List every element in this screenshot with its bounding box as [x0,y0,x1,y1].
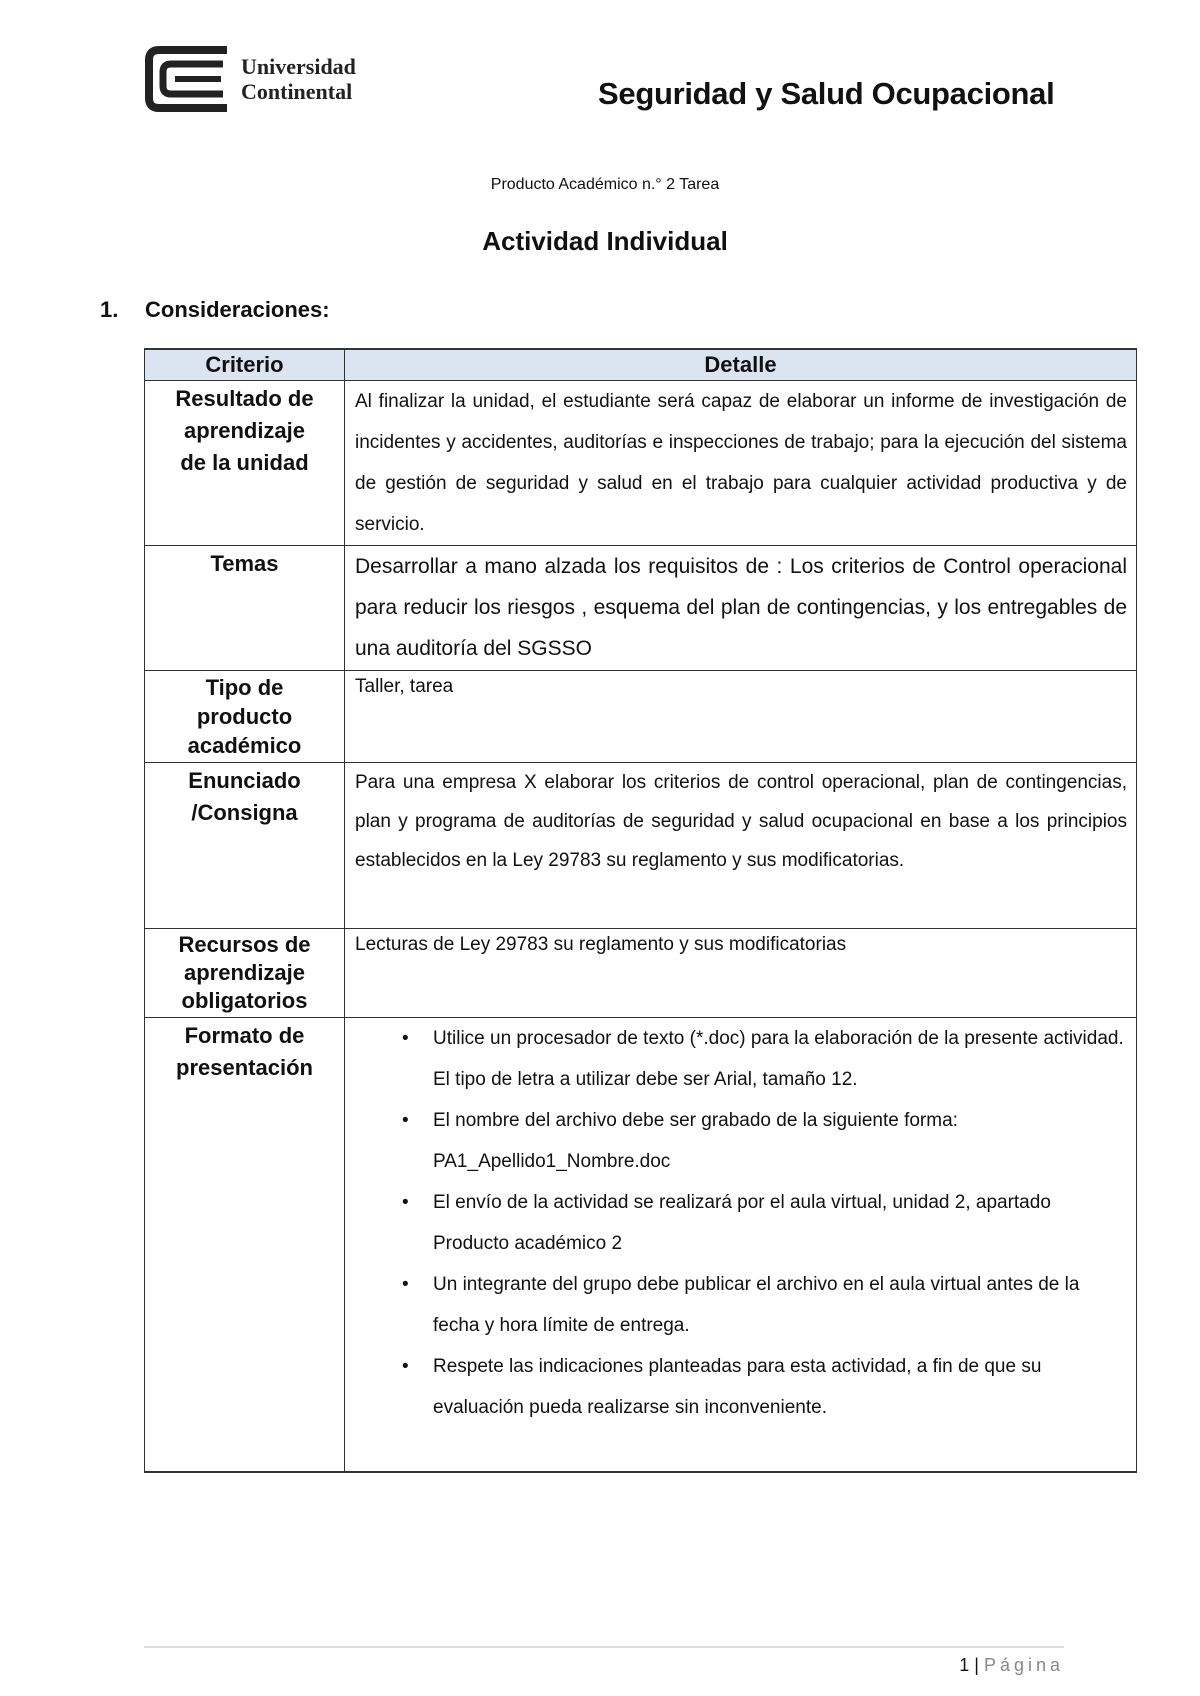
bullet-icon: • [402,1192,409,1213]
heading: Actividad Individual [482,226,728,256]
criterio-line: obligatorios [181,988,308,1013]
logo-line2: Continental [241,79,353,104]
considerations-table [144,348,1137,1473]
list-item [402,1182,1127,1264]
criterio-line: académico [187,733,302,758]
bullet-icon: • [402,1110,409,1131]
footer-separator: | [974,1655,979,1675]
criterio-cell [145,763,345,929]
bullet-icon: • [402,1028,409,1049]
criterio-line: aprendizaje [183,418,306,443]
detalle-cell: Para una empresa X elaborar los criterios de control operacional, plan de contingencias, plan y programa de auditorías de seguridad y salud ocupacional en base a los principios establecidos en la Ley 29783 su reglamento y sus modificatorias. [345,763,1137,929]
page-label: Página [983,1655,1064,1675]
list-item-text: El envío de la actividad se realizará por el aula virtual, unidad 2, apartado Producto académico 2 [433,1192,1051,1254]
logo-line1: Universidad [241,54,356,79]
table-header-row [145,349,1137,381]
criterio-line: Recursos de [178,932,311,957]
detalle-cell [345,1018,1137,1472]
list-item [402,1018,1127,1100]
criterio-line: Temas [210,551,279,576]
criterio-line: Resultado de [175,386,314,411]
criterio-cell [145,546,345,671]
detalle-cell: Al finalizar la unidad, el estudiante será capaz de elaborar un informe de investigación de incidentes y accidentes, auditorías e inspecciones de trabajo; para la ejecución del sistema de gestión de seguridad y salud en el trabajo para cualquier actividad productiva y de servicio. [345,381,1137,546]
detalle-cell: Desarrollar a mano alzada los requisitos de : Los criterios de Control operacional para reducir los riesgos , esquema del plan de contingencias, y los entregables de una auditoría del SGSSO [345,546,1137,671]
criterio-line: Formato de [184,1023,305,1048]
header-detalle: Detalle [345,349,1137,381]
criterio-cell [145,381,345,546]
table-row [145,763,1137,929]
criterio-line: Enunciado [188,768,301,793]
criterio-line: de la unidad [180,450,309,475]
criterio-cell [145,929,345,1018]
university-logo-icon [145,46,227,112]
criterio-line: presentación [176,1055,313,1080]
criterio-cell [145,671,345,763]
detalle-cell: Taller, tarea [345,671,1137,763]
header-criterio: Criterio [145,349,345,381]
format-bullet-list [355,1018,1127,1428]
section-title: Consideraciones: [145,297,330,322]
page-number: 1 [959,1655,970,1675]
list-item [402,1346,1127,1428]
table-row [145,546,1137,671]
section-number: 1. [100,297,119,322]
document-title: Seguridad y Salud Ocupacional [598,76,1055,111]
list-item [402,1100,1127,1182]
criterio-line: aprendizaje [183,960,306,985]
table-row [145,671,1137,763]
list-item [402,1264,1127,1346]
criterio-line: Tipo de [205,675,284,700]
section-heading [100,297,330,323]
detalle-cell: Lecturas de Ley 29783 su reglamento y sus modificatorias [345,929,1137,1018]
criterio-cell [145,1018,345,1472]
bullet-icon: • [402,1274,409,1295]
bullet-icon: • [402,1356,409,1377]
table-row [145,929,1137,1018]
list-item-text: Respete las indicaciones planteadas para esta actividad, a fin de que su evaluación pueda realizarse sin inconveniente. [433,1356,1042,1418]
subtitle: Producto Académico n.° 2 Tarea [490,176,720,193]
table-row [145,1018,1137,1472]
list-item-text: Un integrante del grupo debe publicar el archivo en el aula virtual antes de la fecha y hora límite de entrega. [433,1274,1080,1336]
list-item-text: Utilice un procesador de texto (*.doc) para la elaboración de la presente actividad. El tipo de letra a utilizar debe ser Arial, tamaño 12. [433,1028,1124,1090]
table-row [145,381,1137,546]
page-footer [959,1655,1064,1676]
list-item-text: El nombre del archivo debe ser grabado de la siguiente forma: PA1_Apellido1_Nombre.doc [433,1110,958,1172]
criterio-line: /Consigna [191,800,298,825]
footer-divider [144,1646,1064,1648]
criterio-line: producto [196,704,293,729]
university-logo [145,46,356,112]
